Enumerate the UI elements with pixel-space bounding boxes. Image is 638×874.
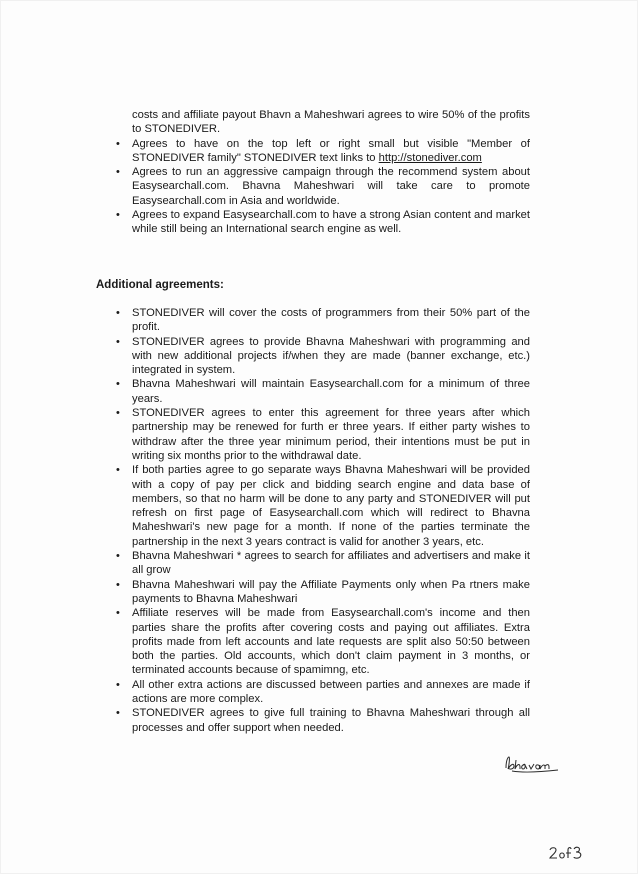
list-item-text: STONEDIVER will cover the costs of programmers from their 50% part of the profit.: [132, 307, 530, 334]
list-item-text: Bhavna Maheshwari * agrees to search for affiliates and advertisers and make it all grow: [132, 550, 530, 577]
list-item: [114, 335, 530, 378]
list-item: [114, 306, 530, 335]
list-item-text: If both parties agree to go separate ways Bhavna Maheshwari will be provided with a copy of pay per click and bidding search engine and data base of members, so that no harm will be done to any party and STONEDIVER will put refresh on first page of Easysearchall.com which will redirect to Bhavna Maheshwari's new page for a month. If none of the parties terminate the partnership in the next 3 years contract is valid for another 3 years, etc.: [132, 464, 530, 548]
list-item: [114, 406, 530, 463]
bullet-icon: •: [116, 678, 120, 691]
list-item: [114, 463, 530, 549]
list-item-text: [132, 138, 530, 164]
list-item-text: Bhavna Maheshwari will pay the Affiliate Payments only when Pa rtners make payments to Bhavna Maheshwari: [132, 578, 530, 605]
top-bullet-list: [114, 108, 530, 237]
additional-agreements-list: [114, 306, 530, 735]
list-item-text: Bhavna Maheshwari will maintain Easysearchall.com for a minimum of three years.: [132, 378, 530, 405]
signature-scribble: [502, 752, 562, 774]
list-item-text: Affiliate reserves will be made from Easysearchall.com's income and then parties share the profits after covering costs and paying out affiliates. Extra profits made from left accounts and late requests are split also 50:50 between both the parties. Old accounts, which don't claim payment in 3 months, or terminated accounts because of spamimng, etc.: [132, 607, 530, 677]
list-item: [114, 606, 530, 677]
bullet-icon: •: [116, 578, 120, 591]
bullet-icon: •: [116, 550, 120, 563]
list-item: [114, 578, 530, 607]
list-item-text: STONEDIVER agrees to enter this agreement for three years after which partnership may be renewed for furth er three years. If either party wishes to withdraw after the three year minimum period, their intentions must be put in writing six months prior to the withdrawal date.: [132, 407, 530, 462]
bullet-icon: •: [116, 378, 120, 391]
list-item-text: Agrees to run an aggressive campaign through the recommend system about Easysearchall.com. Bhavna Maheshwari will take care to promote Easysearchall.com in Asia and worldwide.: [132, 166, 530, 207]
stonediver-link[interactable]: http://stonediver.com: [378, 151, 482, 164]
list-item: [114, 137, 530, 166]
bullet-icon: •: [116, 607, 120, 620]
page-number-text: [586, 842, 587, 843]
list-item: [114, 678, 530, 707]
list-item-text: Agrees to expand Easysearchall.com to have a strong Asian content and market while still being an International search engine as well.: [132, 209, 530, 236]
list-item-text: All other extra actions are discussed between parties and annexes are made if actions are more complex.: [132, 678, 530, 706]
list-item: [114, 706, 530, 735]
signature-text: [562, 752, 563, 753]
list-item-text: STONEDIVER agrees to give full training to Bhavna Maheshwari through all processes and offer support when needed.: [132, 707, 530, 734]
bullet-icon: •: [116, 335, 120, 348]
bullet-icon: •: [116, 307, 120, 319]
handwritten-signature: [502, 752, 562, 774]
bullet-icon: •: [116, 209, 120, 222]
continuation-text: costs and affiliate payout Bhavn a Maheshwari agrees to wire 50% of the profits to STONEDIVER.: [132, 109, 530, 136]
bullet-icon: •: [116, 137, 120, 150]
additional-agreements-heading: Additional agreements:: [96, 279, 224, 291]
list-item: [114, 377, 530, 406]
bullet-icon: •: [116, 464, 120, 477]
list-item: [114, 549, 530, 578]
list-item: [114, 208, 530, 237]
page-number-handwriting: [546, 842, 586, 862]
bullet-icon: •: [116, 707, 120, 720]
list-item: [114, 165, 530, 208]
page-number: [546, 842, 586, 862]
list-item-text: STONEDIVER agrees to provide Bhavna Maheshwari with programming and with new additional projects if/when they are made (banner exchange, etc.) integrated in system.: [132, 335, 530, 377]
list-item-text-before-link: Agrees to have on the top left or right small but visible "Member of STONEDIVER family" STONEDIVER text links to: [132, 137, 530, 164]
bullet-icon: •: [116, 407, 120, 420]
continuation-paragraph: [114, 108, 530, 137]
bullet-icon: •: [116, 166, 120, 179]
